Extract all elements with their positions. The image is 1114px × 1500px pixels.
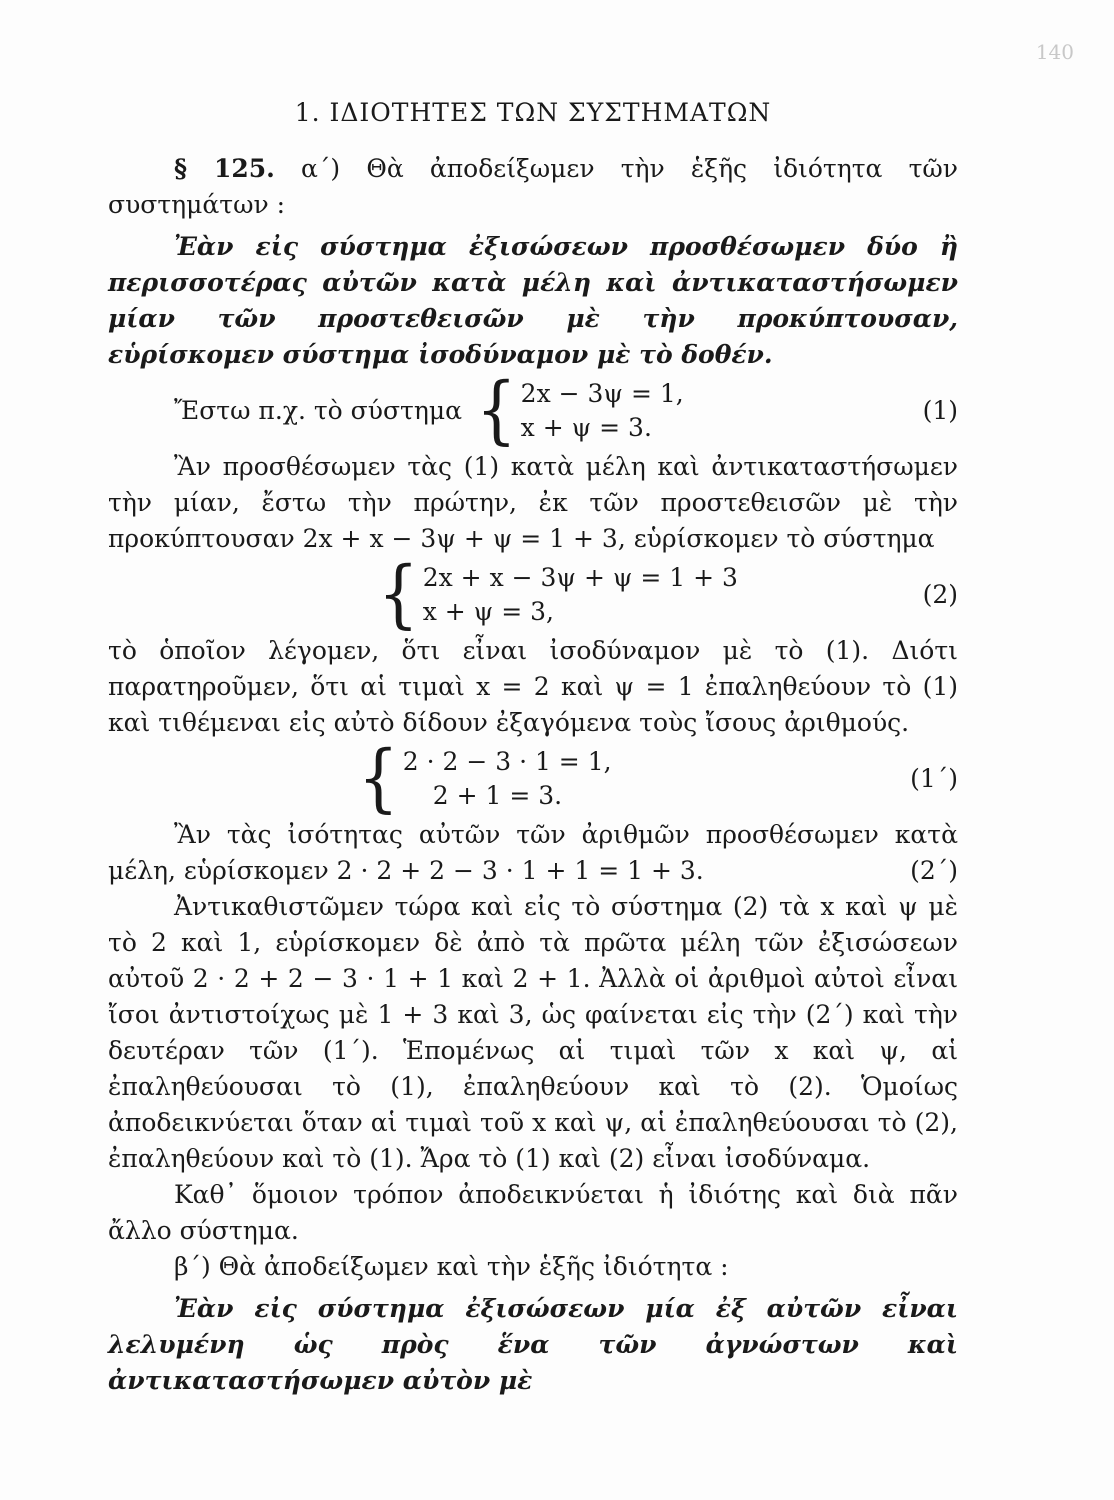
paragraph-6: β΄) Θὰ ἀποδείξωμεν καὶ τὴν ἑξῆς ἰδιότητα : [174, 1252, 729, 1281]
paragraph-3 [108, 817, 958, 889]
chapter-heading: 1. ΙΔΙΟΤΗΤΕΣ ΤΩΝ ΣΥΣΤΗΜΑΤΩΝ [294, 98, 772, 127]
system-1-label: (1) [922, 396, 958, 425]
page-content [108, 95, 958, 1403]
system-2-eq1: 2x + x − 3ψ + ψ = 1 + 3 [422, 563, 738, 592]
brace-icon: { [378, 552, 419, 638]
system-3-equations [403, 745, 612, 813]
system-1-eq2: x + ψ = 3. [520, 413, 652, 442]
system-3-label: (1΄) [910, 764, 958, 793]
section-intro [108, 151, 958, 223]
section-number: § 125. [174, 154, 275, 183]
page-number: 140 [1035, 40, 1074, 64]
paragraph-3-text: Ἂν τὰς ἰσότητας αὐτῶν τῶν ἀριθμῶν προσθέσωμεν κατὰ μέλη, εὑρίσκομεν 2 · 2 + 2 − 3 · 1 + 1 = 1 + 3. [108, 820, 958, 885]
paragraph-1: Ἂν προσθέσωμεν τὰς (1) κατὰ μέλη καὶ ἀντικαταστήσωμεν τὴν μίαν, ἔστω τὴν πρώτην, ἐκ τῶν προστεθεισῶν μὲ τὴν προκύπτουσαν 2x + x − 3ψ + ψ = 1 + 3, εὑρίσκομεν τὸ σύστημα [108, 452, 958, 553]
system-1-lead: Ἔστω π.χ. τὸ σύστημα [174, 396, 462, 425]
theorem-1: Ἐὰν εἰς σύστημα ἐξισώσεων προσθέσωμεν δύο ἢ περισσοτέρας αὐτῶν κατὰ μέλη καὶ ἀντικαταστήσωμεν μίαν τῶν προστεθεισῶν μὲ τὴν προκύπτουσαν, εὑρίσκομεν σύστημα ἰσοδύναμον μὲ τὸ δοθέν. [108, 232, 958, 369]
system-1 [108, 368, 958, 454]
system-2 [108, 552, 958, 638]
system-1-equations [521, 377, 684, 445]
paragraph-2: τὸ ὁποῖον λέγομεν, ὅτι εἶναι ἰσοδύναμον μὲ τὸ (1). Διότι παρατηροῦμεν, ὅτι αἱ τιμαὶ x = 2 καὶ ψ = 1 ἐπαληθεύουν τὸ (1) καὶ τιθέμεναι εἰς αὐτὸ δίδουν ἐξαγόμενα τοὺς ἴσους ἀριθμούς. [108, 636, 958, 737]
brace-icon: { [475, 368, 517, 454]
paragraph-3-label: (2΄) [910, 856, 958, 885]
theorem-2: Ἐὰν εἰς σύστημα ἐξισώσεων μία ἐξ αὐτῶν εἶναι λελυμένη ὡς πρὸς ἕνα τῶν ἀγνώστων καὶ ἀντικαταστήσωμεν αὐτὸν μὲ [108, 1294, 958, 1395]
system-3-eq1: 2 · 2 − 3 · 1 = 1, [402, 747, 612, 776]
system-3 [108, 736, 958, 822]
section-intro-text: α΄) Θὰ ἀποδείξωμεν τὴν ἑξῆς ἰδιότητα τῶν συστημάτων : [108, 154, 958, 219]
system-1-eq1: 2x − 3ψ = 1, [520, 379, 684, 408]
system-2-eq2: x + ψ = 3, [422, 597, 554, 626]
system-3-eq2: 2 + 1 = 3. [432, 781, 563, 810]
paragraph-4: Ἀντικαθιστῶμεν τώρα καὶ εἰς τὸ σύστημα (2) τὰ x καὶ ψ μὲ τὸ 2 καὶ 1, εὑρίσκομεν δὲ ἀπὸ τὰ πρῶτα μέλη τῶν ἐξισώσεων αὐτοῦ 2 · 2 + 2 − 3 · 1 + 1 καὶ 2 + 1. Ἀλλὰ οἱ ἀριθμοὶ αὐτοὶ εἶναι ἴσοι ἀντιστοίχως μὲ 1 + 3 καὶ 3, ὡς φαίνεται εἰς τὴν (2΄) καὶ τὴν δευτέραν τῶν (1΄). Ἑπομένως αἱ τιμαὶ τῶν x καὶ ψ, αἱ ἐπαληθεύουσαι τὸ (1), ἐπαληθεύουν καὶ τὸ (2). Ὁμοίως ἀποδεικνύεται ὅταν αἱ τιμαὶ τοῦ x καὶ ψ, αἱ ἐπαληθεύουσαι τὸ (2), ἐπαληθεύουν καὶ τὸ (1). Ἄρα τὸ (1) καὶ (2) εἶναι ἰσοδύναμα. [108, 892, 958, 1173]
brace-icon: { [358, 736, 399, 822]
paragraph-5: Καθ᾿ ὅμοιον τρόπον ἀποδεικνύεται ἡ ἰδιότης καὶ διὰ πᾶν ἄλλο σύστημα. [108, 1180, 958, 1245]
system-2-label: (2) [922, 580, 958, 609]
system-2-equations [423, 561, 738, 629]
